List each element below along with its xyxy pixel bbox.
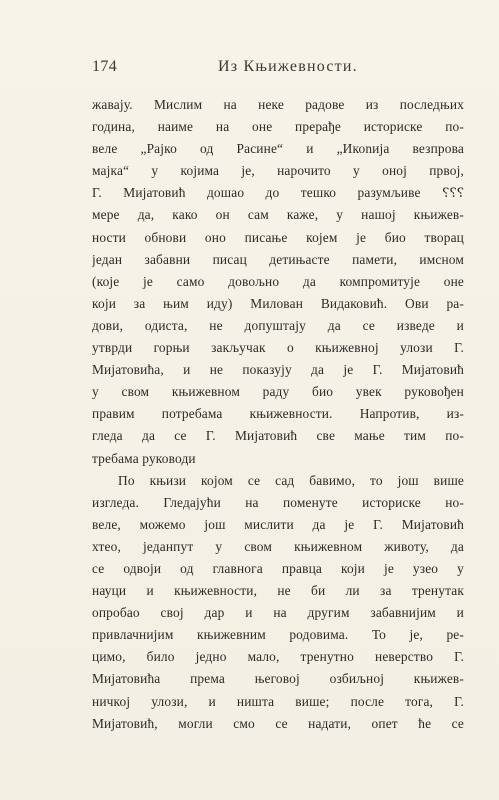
paragraph-2 <box>92 470 464 735</box>
text-line: који за њим иду) Милован Видаковић. Ови ра- <box>92 295 464 311</box>
text-line: мајка“ у којима је, нарочито у оној првој, <box>92 163 464 179</box>
page-number: 174 <box>92 58 118 75</box>
paragraph-1 <box>92 94 464 470</box>
text-line: жавају. Мислим на неке радове из последњих <box>92 97 464 112</box>
text-line: опробао свој дар и на другим забавнијим и <box>92 605 464 621</box>
text-line: Мијатовића, и не показују да је Г. Мијатовић <box>92 362 464 378</box>
text-line: дови, одиста, не допуштају да се изведе и <box>92 317 464 333</box>
text-line: се одвоји од главнога правца који је узео у <box>92 560 464 576</box>
text-line: хтео, једанпут у свом књижевном животу, да <box>92 538 464 554</box>
text-line: ничкој улози, и ништа више; после тога, Г. <box>92 693 464 709</box>
text-line: Мијатовића према његовој озбиљној књижев- <box>92 671 464 687</box>
page-body <box>92 94 464 735</box>
text-line: Мијатовић, могли смо се надати, опет ће се <box>92 715 464 731</box>
text-line: требама руководи <box>92 450 196 466</box>
text-line: мере да, како он сам каже, у нашој књижев- <box>92 207 464 223</box>
text-line: гледа да се Г. Мијатовић све мање тим по- <box>92 428 464 444</box>
text-line: (које је само довољно да компромитује оне <box>92 273 464 289</box>
text-line: година, наиме на оне прерађе историске по- <box>92 119 464 135</box>
text-line: цимо, било једно мало, тренутно неверство Г. <box>92 649 464 665</box>
running-title: Из Књижевности. <box>218 58 358 75</box>
text-line: изгледа. Гледајући на поменуте историске но- <box>92 494 464 510</box>
text-line: у свом књижевном раду био увек руковођен <box>92 384 464 400</box>
text-line: Г. Мијатовић дошао до тешко разумљиве ⸮⸮⸮ <box>92 185 464 201</box>
text-line: правим потребама књижевности. Напротив, из- <box>92 406 464 422</box>
page-header <box>92 58 463 82</box>
text-line: ности обнови оно писање којем је био творац <box>92 229 464 245</box>
text-line: један забавни писац детињасте памети, имсном <box>92 251 464 267</box>
text-line: науци и књижевности, не би ли за тренутак <box>92 583 464 599</box>
text-line: веле, можемо још мислити да је Г. Мијатовић <box>92 516 464 532</box>
text-line: привлачнијим књижевним родовима. То је, ре- <box>92 627 464 643</box>
text-line: утврди горњи закључак о књижевној улози Г. <box>92 340 464 356</box>
text-line: веле „Рајко од Расине“ и „Икоnија везпрова <box>92 141 464 157</box>
text-line: По књизи којом се сад бавимо, то још више <box>118 472 464 488</box>
